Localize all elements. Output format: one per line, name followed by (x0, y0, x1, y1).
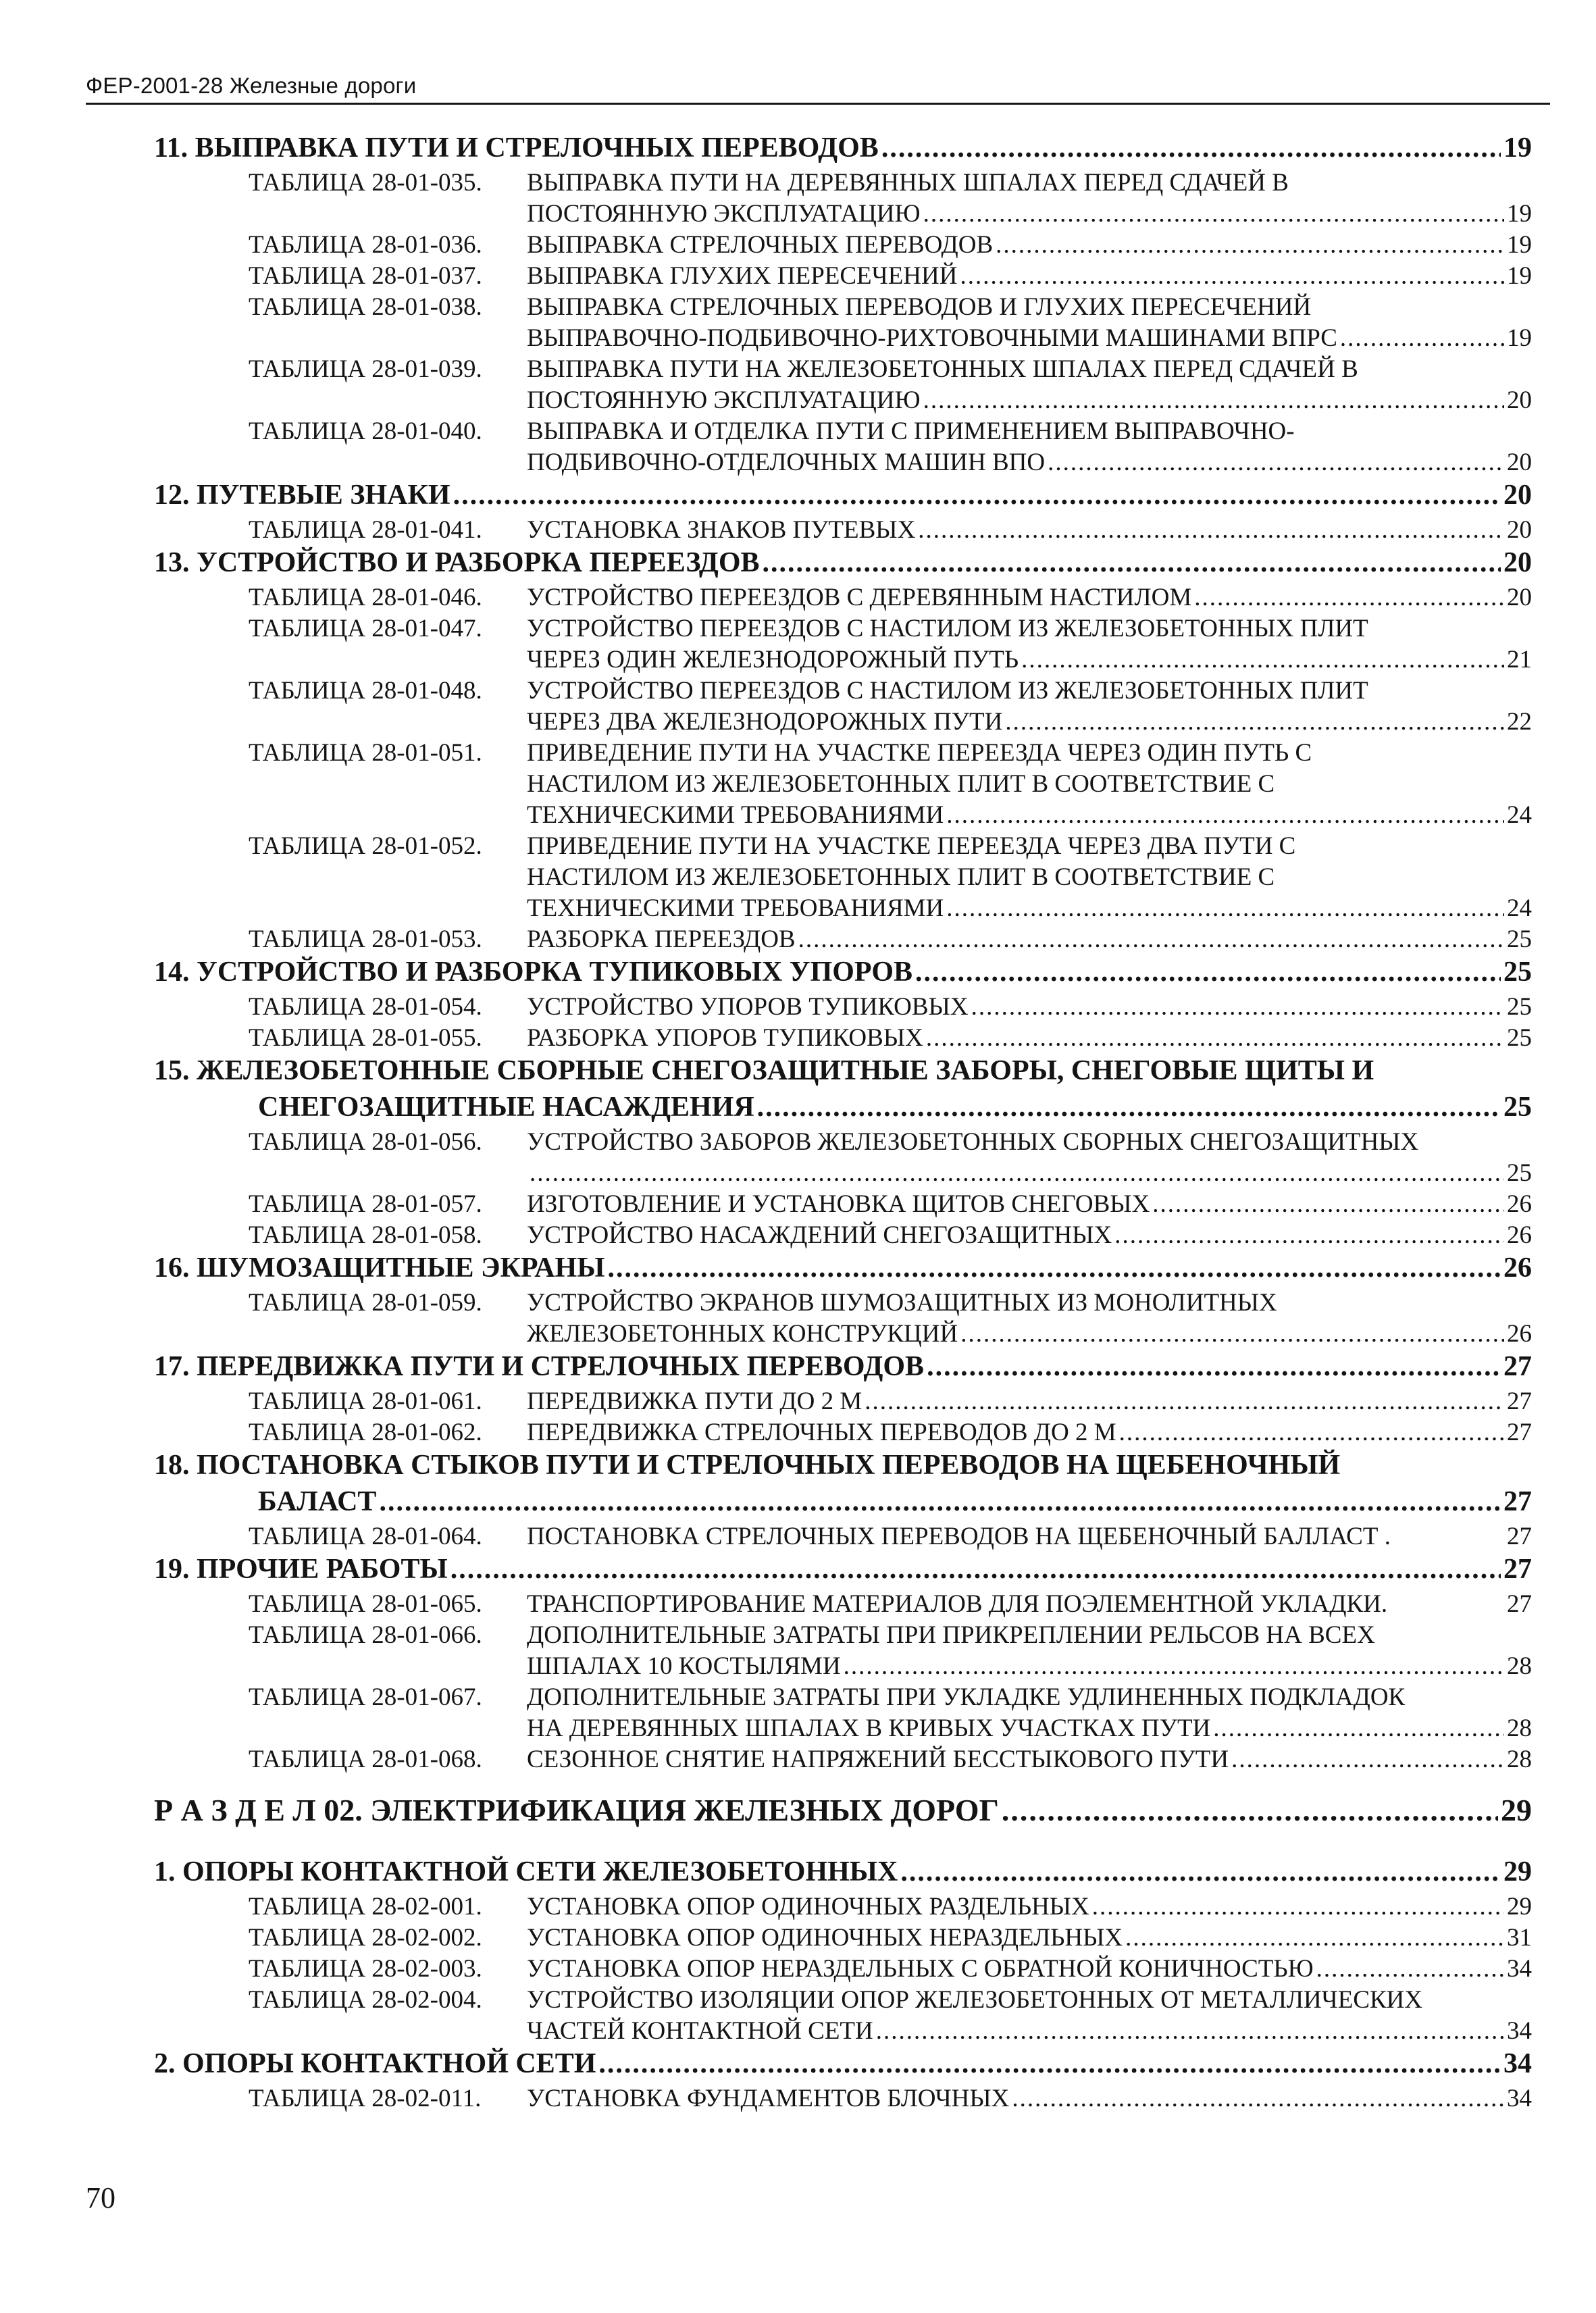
table-code: ТАБЛИЦА 28-01-062. (249, 1419, 482, 1446)
dot-leader (530, 1159, 1504, 1188)
dot-leader (1231, 1745, 1504, 1774)
entry-page-number: 34 (1507, 2017, 1532, 2045)
toc-section-heading (0, 1350, 1596, 1387)
toc-section-heading-continued (0, 1091, 1596, 1127)
entry-title: ПОСТОЯННУЮ ЭКСПЛУАТАЦИЮ (527, 200, 921, 228)
toc-table-entry (0, 738, 1596, 769)
entry-title: ВЫПРАВОЧНО-ПОДБИВОЧНО-РИХТОВОЧНЫМИ МАШИНАМИ ВПРС (527, 324, 1337, 352)
dot-leader (865, 1387, 1504, 1416)
toc-table-entry (0, 676, 1596, 707)
toc-table-entry-continued (0, 386, 1596, 417)
table-code: ТАБЛИЦА 28-01-067. (249, 1683, 482, 1711)
table-code: ТАБЛИЦА 28-01-047. (249, 615, 482, 642)
entry-page-number: 25 (1503, 957, 1532, 988)
dot-leader (1119, 1418, 1504, 1447)
entry-page-number: 22 (1507, 708, 1532, 736)
entry-page-number: 27 (1503, 1351, 1532, 1382)
dot-leader (1340, 324, 1504, 353)
entry-title: ВЫПРАВКА СТРЕЛОЧНЫХ ПЕРЕВОДОВ (527, 231, 994, 259)
entry-page-number: 27 (1503, 1554, 1532, 1585)
dot-leader (960, 261, 1504, 290)
entry-page-number: 28 (1507, 1746, 1532, 1773)
dot-leader (923, 199, 1504, 228)
toc-part-heading (0, 1792, 1596, 1839)
table-code: ТАБЛИЦА 28-01-055. (249, 1024, 482, 1052)
entry-page-number: 20 (1507, 516, 1532, 544)
entry-title: БАЛАСТ (258, 1486, 377, 1517)
entry-page-number: 34 (1507, 1955, 1532, 1983)
entry-title: РАЗБОРКА УПОРОВ ТУПИКОВЫХ (527, 1024, 923, 1052)
dot-leader (960, 1319, 1504, 1348)
entry-title: 13. УСТРОЙСТВО И РАЗБОРКА ПЕРЕЕЗДОВ (154, 547, 760, 578)
entry-page-number: 20 (1503, 547, 1532, 578)
dot-leader (844, 1652, 1504, 1681)
toc-table-entry-continued (0, 645, 1596, 676)
dot-leader (1316, 1954, 1504, 1983)
toc-table-entry (0, 1418, 1596, 1449)
page-number: 70 (86, 2181, 115, 2214)
entry-title: НА ДЕРЕВЯННЫХ ШПАЛАХ В КРИВЫХ УЧАСТКАХ ПУТИ (527, 1714, 1211, 1742)
table-code: ТАБЛИЦА 28-02-003. (249, 1955, 482, 1983)
toc-table-entry (0, 1954, 1596, 1985)
entry-title: ПОДБИВОЧНО-ОТДЕЛОЧНЫХ МАШИН ВПО (527, 449, 1046, 476)
entry-title: ВЫПРАВКА СТРЕЛОЧНЫХ ПЕРЕВОДОВ И ГЛУХИХ ПЕРЕСЕЧЕНИЙ (527, 293, 1312, 321)
entry-page-number: 34 (1503, 2048, 1532, 2079)
entry-page-number: 20 (1503, 480, 1532, 511)
table-code: ТАБЛИЦА 28-01-040. (249, 417, 482, 445)
toc-table-entry (0, 925, 1596, 956)
toc-table-entry (0, 261, 1596, 293)
entry-page-number: 25 (1507, 1159, 1532, 1187)
toc-table-entry-continued (0, 1714, 1596, 1745)
entry-title: УСТАНОВКА ОПОР ОДИНОЧНЫХ НЕРАЗДЕЛЬНЫХ (527, 1924, 1123, 1952)
dot-leader (598, 2048, 1501, 2080)
entry-page-number: 19 (1507, 200, 1532, 228)
dot-leader (1114, 1221, 1504, 1250)
entry-title: УСТАНОВКА ОПОР ОДИНОЧНЫХ РАЗДЕЛЬНЫХ (527, 1893, 1089, 1921)
toc-table-entry-continued (0, 324, 1596, 355)
table-of-contents (0, 132, 1596, 2115)
entry-title: ТЕХНИЧЕСКИМИ ТРЕБОВАНИЯМИ (527, 801, 944, 829)
dot-leader (1213, 1714, 1504, 1743)
entry-page-number: 25 (1507, 1024, 1532, 1052)
table-code: ТАБЛИЦА 28-02-004. (249, 1986, 482, 2014)
toc-section-heading (0, 479, 1596, 515)
entry-title: НАСТИЛОМ ИЗ ЖЕЛЕЗОБЕТОННЫХ ПЛИТ В СООТВЕТСТВИЕ С (527, 770, 1275, 798)
entry-page-number: 26 (1507, 1190, 1532, 1218)
toc-table-entry (0, 1288, 1596, 1319)
entry-title: ПРИВЕДЕНИЕ ПУТИ НА УЧАСТКЕ ПЕРЕЕЗДА ЧЕРЕЗ ДВА ПУТИ С (527, 832, 1296, 860)
dot-leader (923, 386, 1504, 415)
dot-leader (918, 515, 1504, 544)
toc-table-entry (0, 583, 1596, 614)
table-code: ТАБЛИЦА 28-01-056. (249, 1128, 482, 1156)
toc-section-heading (0, 1252, 1596, 1288)
spacer (0, 1776, 1596, 1792)
toc-section-heading (0, 1553, 1596, 1590)
dot-leader (1002, 1792, 1498, 1828)
entry-page-number: 28 (1507, 1714, 1532, 1742)
toc-section-heading (0, 1449, 1596, 1485)
dot-leader (798, 925, 1504, 954)
toc-table-entry (0, 1023, 1596, 1054)
table-code: ТАБЛИЦА 28-01-058. (249, 1221, 482, 1249)
entry-page-number: 27 (1507, 1523, 1532, 1550)
entry-page-number: 26 (1507, 1221, 1532, 1249)
entry-title: УСТРОЙСТВО НАСАЖДЕНИЙ СНЕГОЗАЩИТНЫХ (527, 1221, 1112, 1249)
toc-table-entry (0, 515, 1596, 547)
dot-leader (996, 230, 1504, 259)
entry-page-number: 31 (1507, 1924, 1532, 1952)
dot-leader (927, 1350, 1501, 1383)
entry-title: ПОСТАНОВКА СТРЕЛОЧНЫХ ПЕРЕВОДОВ НА ЩЕБЕНОЧНЫЙ БАЛЛАСТ . (527, 1523, 1391, 1550)
entry-title: РАЗБОРКА ПЕРЕЕЗДОВ (527, 925, 796, 953)
entry-title: ЧЕРЕЗ ДВА ЖЕЛЕЗНОДОРОЖНЫХ ПУТИ (527, 708, 1003, 736)
entry-title: 2. ОПОРЫ КОНТАКТНОЙ СЕТИ (154, 2048, 596, 2079)
toc-table-entry (0, 355, 1596, 386)
toc-table-entry (0, 1127, 1596, 1159)
entry-title: ВЫПРАВКА ПУТИ НА ЖЕЛЕЗОБЕТОННЫХ ШПАЛАХ ПЕРЕД СДАЧЕЙ В (527, 355, 1358, 383)
table-code: ТАБЛИЦА 28-01-053. (249, 925, 482, 953)
toc-table-entry (0, 832, 1596, 863)
table-code: ТАБЛИЦА 28-01-065. (249, 1590, 482, 1618)
entry-title: УСТРОЙСТВО ПЕРЕЕЗДОВ С ДЕРЕВЯННЫМ НАСТИЛОМ (527, 584, 1192, 611)
toc-table-entry (0, 1683, 1596, 1714)
entry-title: 19. ПРОЧИЕ РАБОТЫ (154, 1554, 448, 1585)
entry-page-number: 27 (1507, 1590, 1532, 1618)
entry-page-number: 25 (1507, 925, 1532, 953)
entry-title: ДОПОЛНИТЕЛЬНЫЕ ЗАТРАТЫ ПРИ УКЛАДКЕ УДЛИНЕННЫХ ПОДКЛАДОК (527, 1683, 1406, 1711)
toc-section-heading (0, 1856, 1596, 1892)
entry-title: ЖЕЛЕЗОБЕТОННЫХ КОНСТРУКЦИЙ (527, 1320, 958, 1348)
toc-table-entry-continued (0, 863, 1596, 894)
dot-leader (379, 1485, 1501, 1518)
toc-table-entry (0, 417, 1596, 448)
dot-leader (1152, 1190, 1504, 1219)
toc-table-entry-continued (0, 1319, 1596, 1350)
toc-table-entry (0, 1985, 1596, 2016)
entry-title: УСТАНОВКА ФУНДАМЕНТОВ БЛОЧНЫХ (527, 2085, 1010, 2112)
table-code: ТАБЛИЦА 28-01-046. (249, 584, 482, 611)
dot-leader (1048, 448, 1504, 477)
toc-table-entry (0, 1621, 1596, 1652)
entry-page-number: 24 (1507, 801, 1532, 829)
dot-leader (1021, 645, 1504, 674)
toc-table-entry-continued (0, 800, 1596, 832)
dot-leader (607, 1252, 1501, 1284)
dot-leader (926, 1023, 1504, 1052)
toc-table-entry (0, 230, 1596, 261)
header-rule (86, 103, 1550, 105)
toc-table-entry (0, 1892, 1596, 1923)
toc-section-heading-continued (0, 1485, 1596, 1522)
toc-table-entry-continued (0, 448, 1596, 479)
toc-table-entry-continued (0, 894, 1596, 925)
table-code: ТАБЛИЦА 28-01-048. (249, 677, 482, 705)
entry-title: ВЫПРАВКА ПУТИ НА ДЕРЕВЯННЫХ ШПАЛАХ ПЕРЕД СДАЧЕЙ В (527, 169, 1289, 197)
entry-title: 17. ПЕРЕДВИЖКА ПУТИ И СТРЕЛОЧНЫХ ПЕРЕВОДОВ (154, 1351, 925, 1382)
entry-title: 16. ШУМОЗАЩИТНЫЕ ЭКРАНЫ (154, 1252, 605, 1283)
entry-page-number: 27 (1503, 1486, 1532, 1517)
dot-leader (900, 1856, 1501, 1888)
entry-page-number: 27 (1507, 1419, 1532, 1446)
dot-leader (1005, 707, 1504, 736)
entry-title: ПОСТОЯННУЮ ЭКСПЛУАТАЦИЮ (527, 386, 921, 414)
entry-title: Р А З Д Е Л 02. ЭЛЕКТРИФИКАЦИЯ ЖЕЛЕЗНЫХ ДОРОГ (154, 1793, 999, 1827)
toc-table-entry-continued (0, 2016, 1596, 2048)
dot-leader (946, 894, 1504, 923)
dot-leader (763, 547, 1501, 579)
toc-section-heading (0, 547, 1596, 583)
toc-table-entry (0, 168, 1596, 199)
entry-page-number: 26 (1507, 1320, 1532, 1348)
entry-title: 11. ВЫПРАВКА ПУТИ И СТРЕЛОЧНЫХ ПЕРЕВОДОВ (154, 132, 879, 163)
running-head: ФЕР-2001-28 Железные дороги (86, 73, 417, 98)
toc-table-entry (0, 1923, 1596, 1954)
entry-page-number: 19 (1507, 262, 1532, 290)
entry-page-number: 26 (1503, 1252, 1532, 1283)
toc-section-heading (0, 132, 1596, 168)
table-code: ТАБЛИЦА 28-01-068. (249, 1746, 482, 1773)
table-code: ТАБЛИЦА 28-01-037. (249, 262, 482, 290)
entry-page-number: 27 (1507, 1388, 1532, 1415)
table-code: ТАБЛИЦА 28-02-001. (249, 1893, 482, 1921)
toc-table-entry (0, 1387, 1596, 1418)
toc-table-entry-continued (0, 1159, 1596, 1190)
dot-leader (971, 992, 1504, 1021)
toc-table-entry (0, 1745, 1596, 1776)
entry-title: НАСТИЛОМ ИЗ ЖЕЛЕЗОБЕТОННЫХ ПЛИТ В СООТВЕТСТВИЕ С (527, 863, 1275, 891)
entry-title: УСТАНОВКА ОПОР НЕРАЗДЕЛЬНЫХ С ОБРАТНОЙ КОНИЧНОСТЬЮ (527, 1955, 1314, 1983)
entry-title: УСТРОЙСТВО ЭКРАНОВ ШУМОЗАЩИТНЫХ ИЗ МОНОЛИТНЫХ (527, 1289, 1277, 1317)
entry-page-number: 34 (1507, 2085, 1532, 2112)
entry-title: УСТАНОВКА ЗНАКОВ ПУТЕВЫХ (527, 516, 916, 544)
table-code: ТАБЛИЦА 28-01-038. (249, 293, 482, 321)
spacer (0, 1839, 1596, 1856)
entry-page-number: 28 (1507, 1652, 1532, 1680)
entry-page-number: 25 (1507, 993, 1532, 1021)
entry-page-number: 20 (1507, 584, 1532, 611)
entry-title: УСТРОЙСТВО ПЕРЕЕЗДОВ С НАСТИЛОМ ИЗ ЖЕЛЕЗОБЕТОННЫХ ПЛИТ (527, 677, 1368, 705)
entry-page-number: 21 (1507, 646, 1532, 673)
toc-table-entry (0, 293, 1596, 324)
dot-leader (453, 479, 1501, 511)
toc-table-entry (0, 2084, 1596, 2115)
entry-title: ВЫПРАВКА И ОТДЕЛКА ПУТИ С ПРИМЕНЕНИЕМ ВЫПРАВОЧНО- (527, 417, 1295, 445)
entry-title: 1. ОПОРЫ КОНТАКТНОЙ СЕТИ ЖЕЛЕЗОБЕТОННЫХ (154, 1856, 898, 1887)
entry-title: ТЕХНИЧЕСКИМИ ТРЕБОВАНИЯМИ (527, 894, 944, 922)
dot-leader (1194, 583, 1504, 612)
table-code: ТАБЛИЦА 28-01-039. (249, 355, 482, 383)
toc-table-entry (0, 614, 1596, 645)
entry-title: УСТРОЙСТВО ИЗОЛЯЦИИ ОПОР ЖЕЛЕЗОБЕТОННЫХ ОТ МЕТАЛЛИЧЕСКИХ (527, 1986, 1423, 2014)
entry-title: ПЕРЕДВИЖКА СТРЕЛОЧНЫХ ПЕРЕВОДОВ ДО 2 М (527, 1419, 1116, 1446)
toc-table-entry-continued (0, 769, 1596, 800)
dot-leader (1092, 1892, 1504, 1921)
table-code: ТАБЛИЦА 28-01-066. (249, 1621, 482, 1649)
entry-title: УСТРОЙСТВО ЗАБОРОВ ЖЕЛЕЗОБЕТОННЫХ СБОРНЫХ СНЕГОЗАЩИТНЫХ (527, 1128, 1419, 1156)
entry-title: ВЫПРАВКА ГЛУХИХ ПЕРЕСЕЧЕНИЙ (527, 262, 958, 290)
toc-table-entry (0, 1221, 1596, 1252)
toc-table-entry (0, 1522, 1596, 1553)
entry-page-number: 24 (1507, 894, 1532, 922)
entry-title: ЧАСТЕЙ КОНТАКТНОЙ СЕТИ (527, 2017, 873, 2045)
toc-table-entry (0, 1190, 1596, 1221)
entry-title: ПЕРЕДВИЖКА ПУТИ ДО 2 М (527, 1388, 863, 1415)
table-code: ТАБЛИЦА 28-01-036. (249, 231, 482, 259)
entry-title: 18. ПОСТАНОВКА СТЫКОВ ПУТИ И СТРЕЛОЧНЫХ ПЕРЕВОДОВ НА ЩЕБЕНОЧНЫЙ (154, 1450, 1341, 1481)
dot-leader (1125, 1923, 1504, 1952)
dot-leader (881, 132, 1501, 164)
table-code: ТАБЛИЦА 28-01-061. (249, 1388, 482, 1415)
entry-page-number: 20 (1507, 386, 1532, 414)
table-code: ТАБЛИЦА 28-01-041. (249, 516, 482, 544)
entry-title: ТРАНСПОРТИРОВАНИЕ МАТЕРИАЛОВ ДЛЯ ПОЭЛЕМЕНТНОЙ УКЛАДКИ. (527, 1590, 1388, 1618)
entry-title: ДОПОЛНИТЕЛЬНЫЕ ЗАТРАТЫ ПРИ ПРИКРЕПЛЕНИИ РЕЛЬСОВ НА ВСЕХ (527, 1621, 1375, 1649)
entry-page-number: 25 (1503, 1092, 1532, 1123)
entry-page-number: 19 (1507, 231, 1532, 259)
entry-title: ШПАЛАХ 10 КОСТЫЛЯМИ (527, 1652, 841, 1680)
table-code: ТАБЛИЦА 28-01-059. (249, 1289, 482, 1317)
table-code: ТАБЛИЦА 28-01-064. (249, 1523, 482, 1550)
entry-title: 15. ЖЕЛЕЗОБЕТОННЫЕ СБОРНЫЕ СНЕГОЗАЩИТНЫЕ ЗАБОРЫ, СНЕГОВЫЕ ЩИТЫ И (154, 1055, 1374, 1086)
entry-page-number: 29 (1507, 1893, 1532, 1921)
table-code: ТАБЛИЦА 28-02-002. (249, 1924, 482, 1952)
dot-leader (946, 800, 1504, 830)
toc-section-heading (0, 1054, 1596, 1091)
toc-section-heading (0, 2048, 1596, 2084)
entry-page-number: 20 (1507, 449, 1532, 476)
toc-section-heading (0, 956, 1596, 992)
entry-title: ЧЕРЕЗ ОДИН ЖЕЛЕЗНОДОРОЖНЫЙ ПУТЬ (527, 646, 1019, 673)
toc-table-entry-continued (0, 1652, 1596, 1683)
table-code: ТАБЛИЦА 28-01-057. (249, 1190, 482, 1218)
entry-page-number: 19 (1503, 132, 1532, 163)
entry-page-number: 29 (1501, 1793, 1532, 1827)
entry-title: ИЗГОТОВЛЕНИЕ И УСТАНОВКА ЩИТОВ СНЕГОВЫХ (527, 1190, 1150, 1218)
toc-table-entry-continued (0, 707, 1596, 738)
dot-leader (451, 1553, 1501, 1585)
entry-page-number: 19 (1507, 324, 1532, 352)
table-code: ТАБЛИЦА 28-01-052. (249, 832, 482, 860)
toc-table-entry-continued (0, 199, 1596, 230)
entry-title: ПРИВЕДЕНИЕ ПУТИ НА УЧАСТКЕ ПЕРЕЕЗДА ЧЕРЕЗ ОДИН ПУТЬ С (527, 739, 1312, 767)
dot-leader (876, 2016, 1504, 2045)
table-code: ТАБЛИЦА 28-02-011. (249, 2085, 482, 2112)
entry-page-number: 29 (1503, 1856, 1532, 1887)
toc-table-entry (0, 1590, 1596, 1621)
entry-title: СЕЗОННОЕ СНЯТИЕ НАПРЯЖЕНИЙ БЕССТЫКОВОГО ПУТИ (527, 1746, 1229, 1773)
table-code: ТАБЛИЦА 28-01-054. (249, 993, 482, 1021)
dot-leader (915, 956, 1501, 988)
entry-title: 14. УСТРОЙСТВО И РАЗБОРКА ТУПИКОВЫХ УПОРОВ (154, 957, 913, 988)
entry-title: 12. ПУТЕВЫЕ ЗНАКИ (154, 480, 451, 511)
dot-leader (1012, 2084, 1504, 2113)
table-code: ТАБЛИЦА 28-01-051. (249, 739, 482, 767)
entry-title: СНЕГОЗАЩИТНЫЕ НАСАЖДЕНИЯ (258, 1092, 754, 1123)
dot-leader (757, 1091, 1501, 1123)
entry-title: УСТРОЙСТВО ПЕРЕЕЗДОВ С НАСТИЛОМ ИЗ ЖЕЛЕЗОБЕТОННЫХ ПЛИТ (527, 615, 1368, 642)
toc-table-entry (0, 992, 1596, 1023)
entry-title: УСТРОЙСТВО УПОРОВ ТУПИКОВЫХ (527, 993, 969, 1021)
table-code: ТАБЛИЦА 28-01-035. (249, 169, 482, 197)
